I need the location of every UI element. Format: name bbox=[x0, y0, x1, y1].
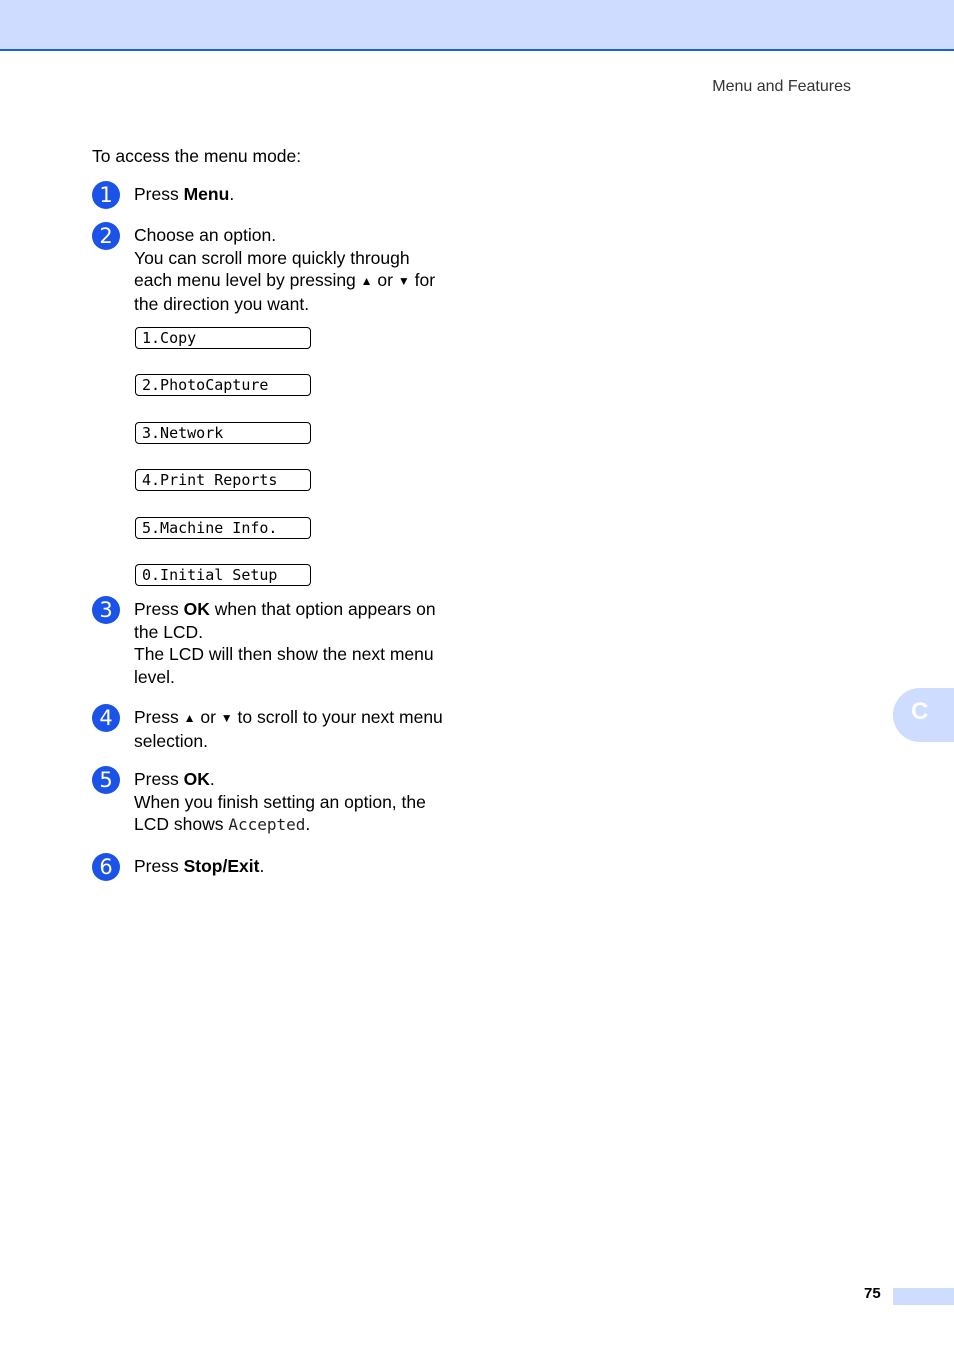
lcd-option: 0.Initial Setup bbox=[135, 564, 311, 586]
page-number-band bbox=[893, 1288, 954, 1305]
up-arrow-icon: ▲ bbox=[183, 711, 196, 725]
chapter-tab bbox=[893, 688, 954, 742]
step-number: 5 bbox=[92, 766, 120, 794]
step-text: Press OK when that option appears on the LCD. The LCD will then show the next menu level. bbox=[134, 599, 436, 687]
step-number: 4 bbox=[92, 704, 120, 732]
step-number: 1 bbox=[92, 181, 120, 209]
up-arrow-icon: ▲ bbox=[360, 274, 373, 288]
page-number: 75 bbox=[864, 1285, 881, 1302]
lcd-option: 3.Network bbox=[135, 422, 311, 444]
step-text: Press OK. When you finish setting an option, the LCD shows Accepted. bbox=[134, 769, 426, 834]
step-number: 2 bbox=[92, 222, 120, 250]
step-text: Press ▲ or ▼ to scroll to your next menu selection. bbox=[134, 707, 443, 751]
lcd-option: 2.PhotoCapture bbox=[135, 374, 311, 396]
lcd-option: 5.Machine Info. bbox=[135, 517, 311, 539]
lcd-message: Accepted bbox=[228, 815, 306, 834]
step-text: Press Menu. bbox=[134, 184, 235, 204]
step-number: 6 bbox=[92, 853, 120, 881]
down-arrow-icon: ▼ bbox=[397, 274, 410, 288]
lcd-option: 1.Copy bbox=[135, 327, 311, 349]
chapter-tab-label: C bbox=[911, 698, 929, 725]
step-number: 3 bbox=[92, 596, 120, 624]
step-text: Press Stop/Exit. bbox=[134, 856, 265, 876]
running-head: Menu and Features bbox=[712, 78, 851, 95]
down-arrow-icon: ▼ bbox=[220, 711, 233, 725]
lcd-option: 4.Print Reports bbox=[135, 469, 311, 491]
intro-text: To access the menu mode: bbox=[92, 146, 302, 166]
header-band bbox=[0, 0, 954, 51]
step-text: Choose an option. You can scroll more quickly through each menu level by pressing ▲ or ▼ for the direction you want. bbox=[134, 225, 436, 314]
